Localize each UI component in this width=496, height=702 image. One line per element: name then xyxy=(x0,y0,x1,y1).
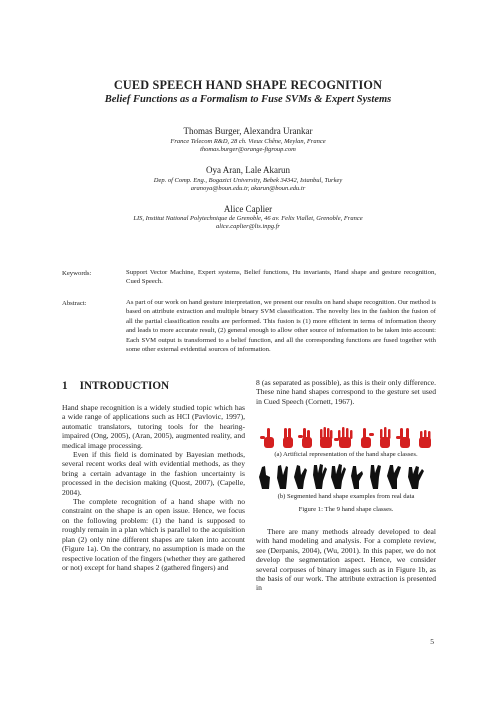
paper-subtitle: Belief Functions as a Formalism to Fuse SVMs & Expert Systems xyxy=(104,94,392,105)
right-column-bottom xyxy=(256,527,436,593)
left-column xyxy=(62,403,245,572)
abstract-label: Abstract: xyxy=(62,300,87,307)
figure-1b xyxy=(256,463,436,496)
hand-icon xyxy=(331,464,346,489)
section-title: INTRODUCTION xyxy=(79,380,170,392)
hand-icon xyxy=(396,428,410,448)
right-column-top xyxy=(256,378,436,406)
author-email-2: aranoya@boun.edu.tr, akarun@boun.edu.tr xyxy=(190,185,306,192)
author-affil-1: France Telecom R&D, 28 ch. Vieux Chêne, Meylan, France xyxy=(170,138,326,145)
hand-icon xyxy=(294,465,307,489)
hand-icon xyxy=(298,428,312,448)
hand-icon xyxy=(361,428,374,448)
hand-icon xyxy=(320,427,333,448)
intro-paragraph-2: Even if this field is dominated by Bayesian methods, several recent works deal with evidential methods, as they bring a certain advantage in the fashion uncertainty is processed in the decision making (Quost, 2007), (Capelle, 2004). xyxy=(62,450,245,497)
author-affil-3: LIS, Institut National Polytechnique de Grenoble, 46 av. Felix Viallet, Grenoble, France xyxy=(133,215,363,222)
hand-icon xyxy=(334,427,353,448)
caption-a: (a) Artificial representation of the hand shape classes. xyxy=(274,451,418,458)
author-email-1: thomas.burger@orange-ftgroup.com xyxy=(200,146,296,153)
hand-shapes-segmented xyxy=(256,463,436,491)
author-email-3: alice.caplier@lis.inpg.fr xyxy=(216,223,280,230)
author-names-2: Oya Aran, Lale Akarun xyxy=(206,165,290,175)
keywords-text: Support Vector Machine, Expert systems, Belief functions, Hu invariants, Hand shape and gesture recognition, Cued Speech. xyxy=(126,269,436,286)
hand-shapes-artificial xyxy=(256,425,436,449)
author-names-1: Thomas Burger, Alexandra Urankar xyxy=(183,126,313,136)
hand-icon xyxy=(380,427,391,448)
hand-icon xyxy=(277,465,288,489)
hand-icon xyxy=(408,466,424,489)
hand-icon xyxy=(351,466,363,489)
caption-b: (b) Segmented hand shape examples from real data xyxy=(277,493,415,500)
section-number: 1 xyxy=(62,380,68,392)
intro-paragraph-1: Hand shape recognition is a widely studied topic which has a wide range of applications such as HCI (Pavlovic, 1997), automatic translators, tutoring tools for the hearing-impaired (Ong, 2005), (Aran, 2005), augmented reality, and medical image processing. xyxy=(62,403,245,450)
hand-icon xyxy=(259,466,270,489)
author-names-3: Alice Caplier xyxy=(223,204,273,214)
keywords-label: Keywords: xyxy=(62,270,92,277)
page-number: 5 xyxy=(430,637,434,646)
section-heading xyxy=(62,380,181,392)
hand-icon xyxy=(283,428,293,448)
hand-icon xyxy=(419,430,431,448)
hand-icon xyxy=(370,465,381,489)
figure-1a xyxy=(256,425,436,454)
hand-icon xyxy=(260,428,274,448)
paper-title: CUED SPEECH HAND SHAPE RECOGNITION xyxy=(113,78,383,92)
intro-paragraph-3: The complete recognition of a hand shape with no constraint on the shape is an open issue. Hence, we focus on the following problem: (1) the hand is supposed to roughly remain in a plan which is parallel to the acquisition plan (2) only nine different shapes are taken into account (Figure 1a). On the contrary, no assumption is made on the respective location of the fingers (whether they are gathered or not) except for hand shapes 2 (gathered fingers) and xyxy=(62,497,245,572)
abstract-text: As part of our work on hand gesture interpretation, we present our results on hand shape recognition. Our method is based on attribute extraction and multiple binary SVM classification. The novelty lies in the fashion the fusion of all the partial classification results are performed. This fusion is (1) more efficient in terms of information theory and leads to more accurate result, (2) general enough to allow other source of information to be taken into account: Each SVM output is transformed to a belief function, and all the corresponding functions are fused together with some other external evidential sources of information. xyxy=(126,299,436,354)
right-paragraph-2: There are many methods already developed to deal with hand modeling and analysis. For a complete review, see (Derpanis, 2004), (Wu, 2001). In this paper, we do not develop the segmentation aspect. Hence, we consider several corpuses of binary images such as in Figure 1b, as the basis of our work. The attribute extraction is presented in xyxy=(256,527,436,593)
right-paragraph-1: 8 (as separated as possible), as this is their only difference. These nine hand shapes correspond to the gesture set used in Cued Speech (Cornett, 1967). xyxy=(256,378,436,406)
author-affil-2: Dep. of Comp. Eng., Bogazici University, Bebek 34342, Istanbul, Turkey xyxy=(153,177,343,184)
hand-icon xyxy=(387,465,401,489)
figure-caption: Figure 1: The 9 hand shape classes. xyxy=(298,506,394,513)
hand-icon xyxy=(313,464,327,489)
